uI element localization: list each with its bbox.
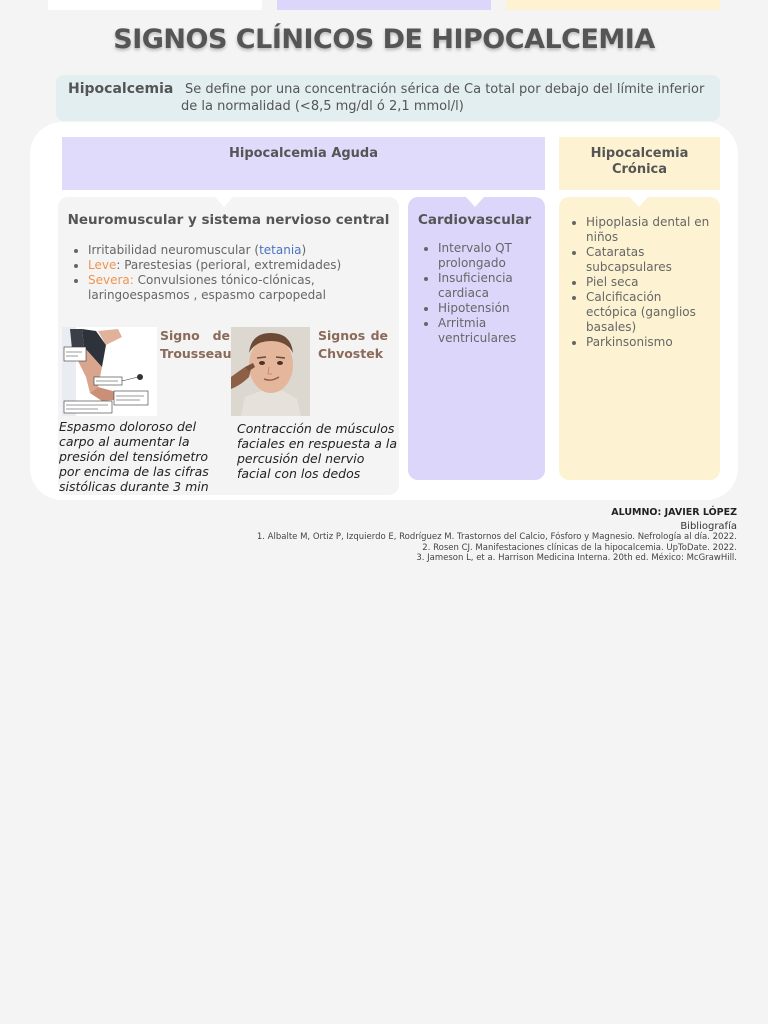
trousseau-title-row1: [160, 327, 230, 345]
bibliography-ref: 3. Jameson L, et a. Harrison Medicina Interna. 20th ed. México: McGrawHill.: [416, 553, 737, 563]
header-hipocalcemia-aguda: [62, 137, 545, 190]
header-cronica-line1: Hipocalcemia: [590, 146, 689, 161]
cronica-item: • Cataratas subcapsulares: [586, 245, 715, 275]
chvostek-title-de: de: [370, 328, 388, 343]
cardio-item: • Hipotensión: [438, 301, 540, 316]
cronica-item: • Piel seca: [586, 275, 715, 290]
cardio-item: • Intervalo QT prolongado: [438, 241, 540, 271]
definition-text: Se define por una concentración sérica de Ca total por debajo del límite inferior de la normalidad (<8,5 mg/dl ó 2,1 mmol/l): [181, 82, 705, 114]
trousseau-description: Espasmo doloroso del carpo al aumentar la presión del tensiómetro por encima de las cifras sistólicas durante 3 min: [59, 419, 209, 494]
chvostek-title-row1: [318, 327, 388, 345]
cardio-title: Cardiovascular: [418, 212, 532, 228]
header-hipocalcemia-cronica: [559, 137, 720, 190]
severa-label: Severa:: [88, 273, 134, 287]
chvostek-title: [318, 327, 388, 363]
cronica-item: • Parkinsonismo: [586, 335, 715, 350]
trousseau-illustration: [62, 327, 157, 416]
neuro-title: Neuromuscular y sistema nervioso central: [67, 212, 390, 228]
severa-text: Convulsiones tónico-clónicas, laringoespasmos , espasmo carpopedal: [88, 273, 326, 302]
top-tab-white: [48, 0, 262, 10]
cardio-notch: [466, 197, 484, 207]
chvostek-description: Contracción de músculos faciales en respuesta a la percusión del nervio facial con los dedos: [237, 421, 398, 481]
trousseau-image: [62, 327, 157, 416]
top-tab-cream: [506, 0, 720, 10]
cronica-list: [570, 215, 715, 350]
page-title: SIGNOS CLÍNICOS DE HIPOCALCEMIA: [113, 24, 655, 55]
neuro-item-tetania-prefix: Irritabilidad neuromuscular (: [88, 243, 260, 257]
header-cronica-line2: Crónica: [611, 162, 668, 177]
neuro-notch: [215, 197, 233, 207]
header-cronica-label: [559, 146, 720, 178]
bibliography-ref: 1. Albalte M, Ortiz P, Izquierdo E, Rodríguez M. Trastornos del Calcio, Fósforo y Magnesio. Nefrología al día. 2022.: [256, 532, 737, 542]
bibliography-title: Bibliografía: [680, 521, 737, 532]
chvostek-title-word1: Signos: [318, 328, 366, 343]
trousseau-title-de: de: [212, 328, 230, 343]
neuro-item-tetania-suffix: ): [301, 243, 307, 257]
top-tab-lavender: [277, 0, 491, 10]
cardio-item: • Arritmia ventriculares: [438, 316, 540, 346]
bibliography-ref: 2. Rosen CJ. Manifestaciones clínicas de la hipocalcemia. UpToDate. 2022.: [422, 542, 737, 553]
neuro-list: [72, 243, 392, 303]
bibliography-list: [137, 532, 737, 564]
cardio-item: • Insuficiencia cardiaca: [438, 271, 540, 301]
cardio-list: [422, 241, 540, 346]
neuro-item-severa: [88, 273, 392, 303]
student-name: ALUMNO: JAVIER LÓPEZ: [611, 507, 737, 518]
cronica-notch: [630, 197, 648, 207]
cronica-item: • Calcificación ectópica (ganglios basales): [586, 290, 715, 335]
leve-text: : Parestesias (perioral, extremidades): [116, 258, 342, 272]
neuro-item-tetania: [88, 243, 392, 258]
trousseau-title-row2: Trousseau: [160, 346, 232, 361]
trousseau-title: [160, 327, 230, 363]
neuro-item-leve: [88, 258, 392, 273]
cronica-item: • Hipoplasia dental en niños: [586, 215, 715, 245]
trousseau-title-word1: Signo: [160, 328, 200, 343]
definition-term: Hipocalcemia: [68, 81, 174, 97]
chvostek-title-row2: Chvostek: [318, 346, 384, 361]
tetania-term: tetania: [259, 243, 302, 257]
leve-label: Leve: [88, 258, 117, 272]
header-aguda-label: Hipocalcemia Aguda: [228, 146, 379, 161]
chvostek-image: [231, 327, 310, 416]
chvostek-illustration: [231, 327, 310, 416]
